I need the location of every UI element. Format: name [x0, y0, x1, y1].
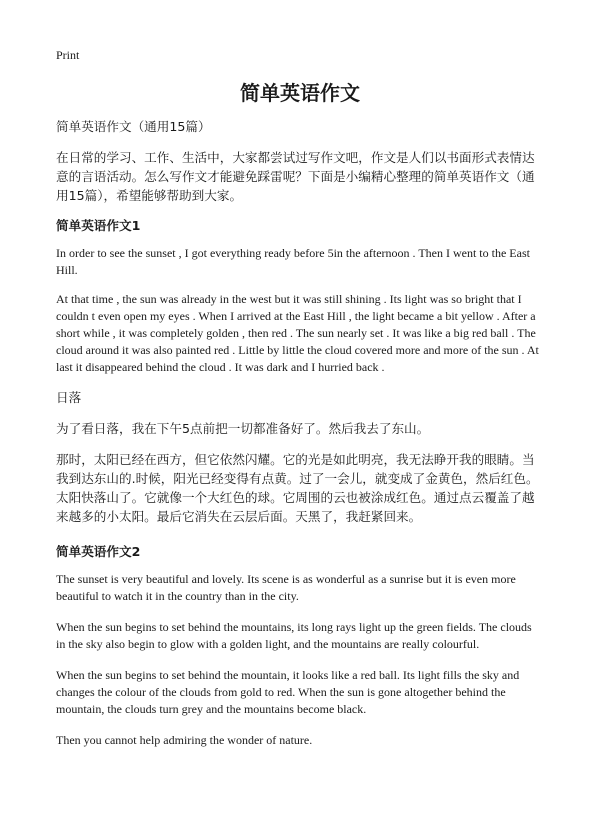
essay-1-heading: 简单英语作文1	[56, 218, 141, 233]
essay-2-heading: 简单英语作文2	[56, 544, 141, 559]
document-subtitle: 简单英语作文（通用15篇）	[56, 119, 211, 134]
essay-2-en-paragraph-1: The sunset is very beautiful and lovely. Its scene is as wonderful as a sunrise but it is even more beautiful to watch it in the country than in the city.	[56, 572, 516, 603]
intro-paragraph: 在日常的学习、工作、生活中，大家都尝试过写作文吧，作文是人们以书面形式表情达意的言语活动。怎么写作文才能避免踩雷呢？下面是小编精心整理的简单英语作文（通用15篇），希望能够帮助到大家。	[56, 150, 535, 203]
essay-2-en-paragraph-2: When the sun begins to set behind the mountains, its long rays light up the green fields. The clouds in the sky also begin to glow with a golden light, and the mountains are really colourful.	[56, 620, 532, 651]
print-label: Print	[56, 48, 80, 62]
essay-1-cn-paragraph-2: 那时，太阳已经在西方，但它依然闪耀。它的光是如此明亮，我无法睁开我的眼睛。当我到达东山的.时候，阳光已经变得有点黄。过了一会儿，就变成了金黄色，然后红色。太阳快落山了。它就像一个大红色的球。它周围的云也被涂成红色。通过点云覆盖了越来越多的小太阳。最后它消失在云层后面。天黑了，我赶紧回来。	[56, 452, 539, 524]
essay-2-en-paragraph-3: When the sun begins to set behind the mountain, it looks like a red ball. Its light fills the sky and changes the colour of the clouds from gold to red. When the sun is gone altogether behind the mountain, the clouds turn grey and the mountains become black.	[56, 668, 520, 716]
document-title: 简单英语作文	[240, 81, 360, 105]
essay-1-en-paragraph-1: In order to see the sunset , I got everything ready before 5in the afternoon . Then I went to the East Hill.	[56, 246, 530, 277]
essay-1-cn-title: 日落	[56, 390, 82, 405]
essay-1-en-paragraph-2: At that time , the sun was already in the west but it was still shining . Its light was so bright that I couldn t even open my eyes . When I arrived at the East Hill , the light became a bit yellow . After a short while , it was completely golden , then red . The sun nearly set . It was like a big red ball . The cloud around it was also painted red . Little by little the cloud covered more and more of the sun . At last it disappeared behind the cloud . It was dark and I hurried back .	[56, 292, 539, 374]
essay-1-cn-paragraph-1: 为了看日落，我在下午5点前把一切都准备好了。然后我去了东山。	[56, 421, 430, 436]
essay-2-en-paragraph-4: Then you cannot help admiring the wonder of nature.	[56, 733, 313, 747]
